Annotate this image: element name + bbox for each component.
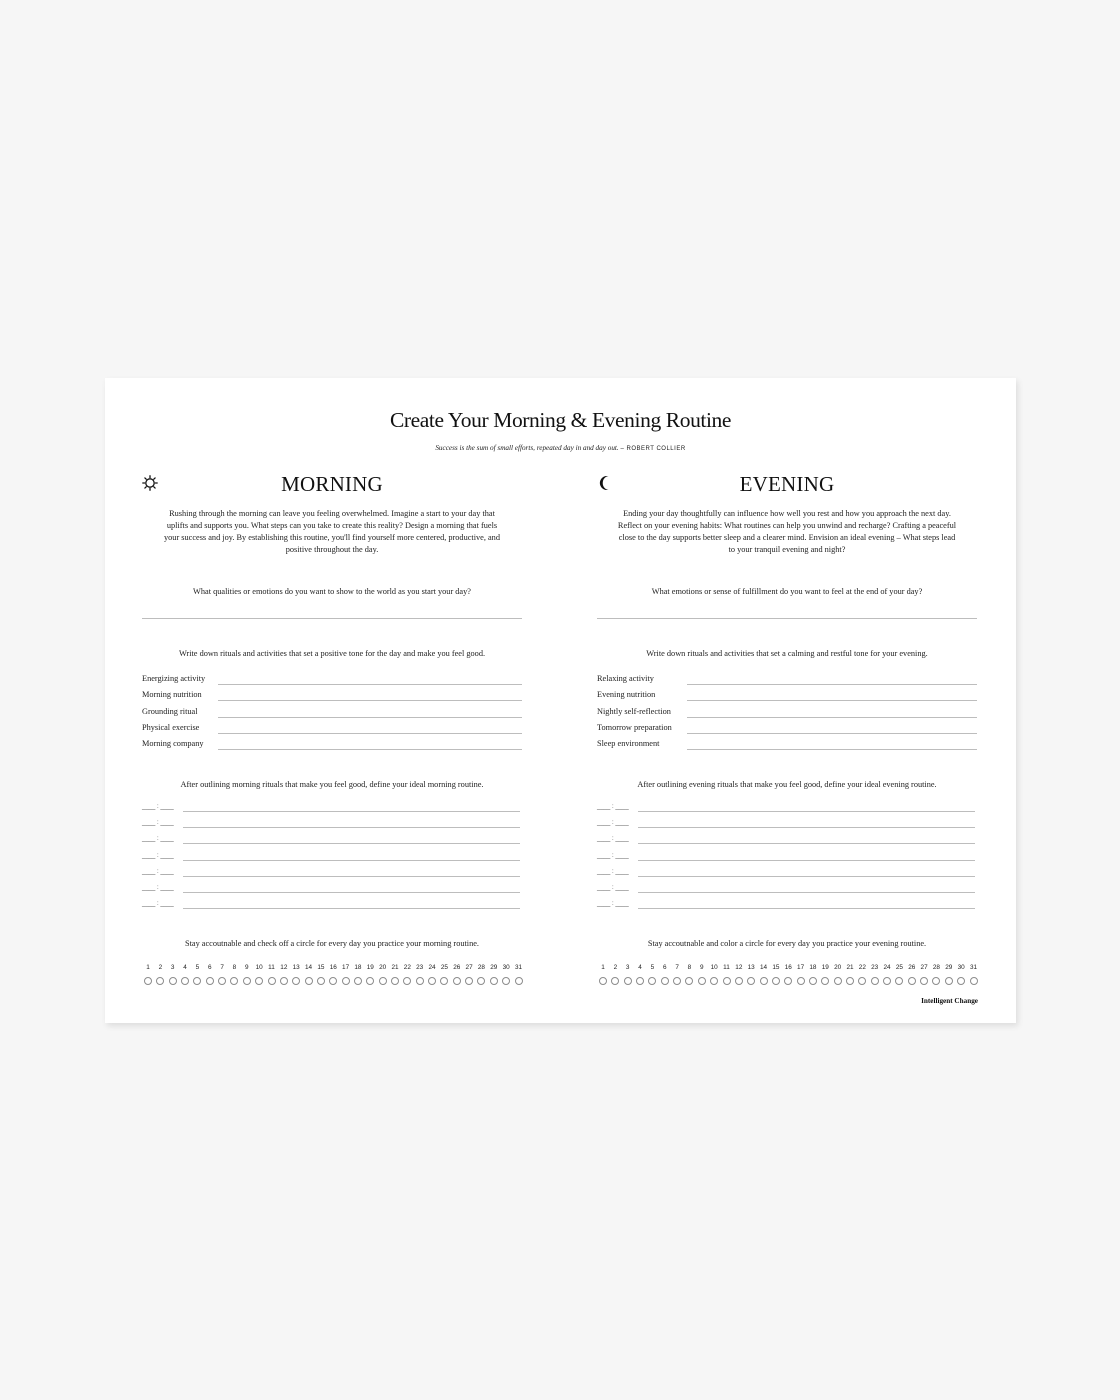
day-item xyxy=(191,964,203,985)
routine-row xyxy=(597,820,977,830)
day-number: 24 xyxy=(428,964,436,971)
day-checkbox-circle[interactable] xyxy=(747,977,755,985)
day-item xyxy=(881,964,893,985)
day-number: 1 xyxy=(146,964,150,971)
day-checkbox-circle[interactable] xyxy=(908,977,916,985)
day-item xyxy=(795,964,807,985)
ritual-answer-line[interactable] xyxy=(687,717,977,718)
time-slot-field[interactable]: ____ : ____ xyxy=(597,885,629,891)
day-checkbox-circle[interactable] xyxy=(834,977,842,985)
time-slot-field[interactable]: ____ : ____ xyxy=(142,868,174,875)
ritual-label: Morning company xyxy=(142,739,204,749)
day-number: 5 xyxy=(650,964,655,971)
day-checkbox-circle[interactable] xyxy=(515,977,523,985)
day-item xyxy=(597,964,609,985)
day-item xyxy=(683,964,695,985)
day-item xyxy=(340,964,352,985)
day-item xyxy=(364,964,376,985)
day-number: 16 xyxy=(329,964,337,971)
day-checkbox-circle[interactable] xyxy=(698,977,706,985)
day-item xyxy=(303,964,315,985)
day-checkbox-circle[interactable] xyxy=(858,977,866,985)
routine-row xyxy=(597,901,977,911)
routine-answer-line[interactable] xyxy=(638,843,975,844)
day-checkbox-circle[interactable] xyxy=(329,977,337,985)
ritual-answer-line[interactable] xyxy=(218,749,522,750)
routine-answer-line[interactable] xyxy=(638,908,975,909)
day-item xyxy=(228,964,240,985)
day-item xyxy=(179,964,191,985)
day-number: 4 xyxy=(183,964,187,971)
day-item xyxy=(918,964,930,985)
day-checkbox-circle[interactable] xyxy=(453,977,461,985)
day-number: 22 xyxy=(403,964,411,971)
routine-answer-line[interactable] xyxy=(638,827,975,828)
day-checkbox-circle[interactable] xyxy=(230,977,238,985)
day-item xyxy=(770,964,782,985)
day-number: 1 xyxy=(601,964,605,971)
day-item xyxy=(844,964,856,985)
ritual-row xyxy=(597,707,977,719)
day-item xyxy=(646,964,658,985)
day-number: 8 xyxy=(232,964,237,971)
day-item xyxy=(906,964,918,985)
day-item xyxy=(869,964,881,985)
day-number: 6 xyxy=(662,964,667,971)
day-number: 31 xyxy=(514,964,523,971)
day-checkbox-circle[interactable] xyxy=(391,977,399,985)
day-checkbox-circle[interactable] xyxy=(920,977,928,985)
day-item xyxy=(401,964,413,985)
evening-tracker-instruction: Stay accoutnable and color a circle for every day you practice your evening routine. xyxy=(647,939,927,948)
ritual-row xyxy=(142,739,522,751)
day-number: 11 xyxy=(723,964,730,971)
day-number: 3 xyxy=(625,964,630,971)
day-item xyxy=(500,964,512,985)
day-number: 28 xyxy=(477,964,485,971)
day-number: 19 xyxy=(366,964,374,971)
day-number: 25 xyxy=(440,964,448,971)
brand-logo: Intelligent Change xyxy=(921,997,978,1005)
day-checkbox-circle[interactable] xyxy=(735,977,743,985)
day-item xyxy=(807,964,819,985)
day-number: 10 xyxy=(710,964,718,971)
day-number: 28 xyxy=(932,964,940,971)
day-number: 30 xyxy=(502,964,510,971)
day-checkbox-circle[interactable] xyxy=(871,977,879,985)
day-checkbox-circle[interactable] xyxy=(477,977,485,985)
day-item xyxy=(377,964,389,985)
day-item xyxy=(708,964,720,985)
day-checkbox-circle[interactable] xyxy=(379,977,387,985)
day-number: 19 xyxy=(821,964,829,971)
day-item xyxy=(968,964,980,985)
evening-question-rituals: Write down rituals and activities that set a calming and restful tone for your evening. xyxy=(646,649,928,658)
day-number: 27 xyxy=(465,964,473,971)
day-checkbox-circle[interactable] xyxy=(280,977,288,985)
day-item xyxy=(758,964,770,985)
day-number: 12 xyxy=(280,964,288,971)
day-checkbox-circle[interactable] xyxy=(465,977,473,985)
time-slot-field[interactable]: ____ : ____ xyxy=(597,852,629,859)
evening-intro: Ending your day thoughtfully can influence how well you rest and how you approach the next day. Reflect on your evening habits: What routines can help you unwind and recharge? Crafting a peaceful close to the day supports better sleep and a clearer mind. Envision an ideal evening – What steps lead to your tranquil evening and night? xyxy=(617,509,957,554)
day-item xyxy=(696,964,708,985)
day-checkbox-circle[interactable] xyxy=(169,977,177,985)
time-slot-field[interactable]: ____ : ____ xyxy=(597,868,629,875)
day-number: 5 xyxy=(195,964,200,971)
morning-section xyxy=(142,378,522,1023)
day-checkbox-circle[interactable] xyxy=(599,977,607,985)
day-number: 27 xyxy=(920,964,928,971)
day-item xyxy=(819,964,831,985)
ritual-answer-line[interactable] xyxy=(218,684,522,685)
time-slot-field[interactable]: ____ : ____ xyxy=(597,820,629,827)
page-title: Create Your Morning & Evening Routine xyxy=(389,408,732,432)
quote-text: Success is the sum of small efforts, repeated day in and day out. xyxy=(435,444,619,452)
day-item xyxy=(622,964,634,985)
routine-row xyxy=(142,901,522,911)
ritual-label: Energizing activity xyxy=(142,674,206,683)
routine-answer-line[interactable] xyxy=(638,860,975,861)
ritual-row xyxy=(142,674,522,686)
day-checkbox-circle[interactable] xyxy=(440,977,448,985)
day-number: 11 xyxy=(268,964,275,971)
routine-row xyxy=(142,853,522,863)
morning-intro: Rushing through the morning can leave you feeling overwhelmed. Imagine a start to your day that uplifts and supports you. What steps can you take to create this reality? Design a morning that fuels your success and joy. By establishing this routine, you'll find yourself more centered, productive, and positive throughout the day. xyxy=(164,509,500,554)
day-checkbox-circle[interactable] xyxy=(957,977,965,985)
ritual-row xyxy=(142,707,522,719)
day-item xyxy=(414,964,426,985)
worksheet-page xyxy=(105,378,1016,1023)
time-slot-field[interactable]: ____ : ____ xyxy=(597,836,629,843)
day-number: 26 xyxy=(453,964,461,971)
routine-row xyxy=(597,853,977,863)
day-checkbox-circle[interactable] xyxy=(502,977,510,985)
ritual-answer-line[interactable] xyxy=(218,700,522,701)
ritual-row xyxy=(597,739,977,751)
day-number: 13 xyxy=(747,964,755,971)
morning-question-emotions: What qualities or emotions do you want to show to the world as you start your day? xyxy=(193,587,471,596)
ritual-label: Relaxing activity xyxy=(597,674,654,683)
day-item xyxy=(315,964,327,985)
evening-heading: EVENING xyxy=(739,472,835,496)
day-number: 25 xyxy=(895,964,903,971)
time-slot-field[interactable]: ____ : ____ xyxy=(142,836,174,843)
routine-row xyxy=(142,820,522,830)
day-item xyxy=(389,964,401,985)
day-item xyxy=(733,964,745,985)
day-checkbox-circle[interactable] xyxy=(846,977,854,985)
day-item xyxy=(253,964,265,985)
time-slot-field[interactable]: ____ : ____ xyxy=(597,804,629,810)
day-item xyxy=(782,964,794,985)
day-number: 15 xyxy=(317,964,325,971)
day-checkbox-circle[interactable] xyxy=(797,977,805,985)
day-number: 9 xyxy=(700,964,704,971)
day-checkbox-circle[interactable] xyxy=(945,977,953,985)
routine-row xyxy=(142,804,522,814)
ritual-answer-line[interactable] xyxy=(687,749,977,750)
day-checkbox-circle[interactable] xyxy=(624,977,632,985)
day-checkbox-circle[interactable] xyxy=(611,977,619,985)
day-checkbox-circle[interactable] xyxy=(366,977,374,985)
quote-author: – ROBERT COLLIER xyxy=(620,446,686,452)
day-item xyxy=(142,964,154,985)
day-checkbox-circle[interactable] xyxy=(932,977,940,985)
day-checkbox-circle[interactable] xyxy=(648,977,656,985)
day-item xyxy=(943,964,955,985)
day-number: 9 xyxy=(245,964,249,971)
day-number: 3 xyxy=(170,964,175,971)
day-number: 30 xyxy=(957,964,965,971)
day-number: 17 xyxy=(342,964,350,971)
day-number: 15 xyxy=(772,964,780,971)
day-checkbox-circle[interactable] xyxy=(673,977,681,985)
day-checkbox-circle[interactable] xyxy=(193,977,201,985)
ritual-label: Grounding ritual xyxy=(142,706,198,716)
day-checkbox-circle[interactable] xyxy=(821,977,829,985)
day-item xyxy=(721,964,733,985)
routine-answer-line[interactable] xyxy=(183,843,520,844)
day-checkbox-circle[interactable] xyxy=(809,977,817,985)
day-item xyxy=(609,964,621,985)
ritual-row xyxy=(597,674,977,686)
day-item xyxy=(671,964,683,985)
day-item xyxy=(327,964,339,985)
evening-day-tracker xyxy=(597,964,977,988)
morning-question-rituals: Write down rituals and activities that set a positive tone for the day and make you feel good. xyxy=(178,649,486,658)
routine-row xyxy=(597,885,977,895)
day-checkbox-circle[interactable] xyxy=(317,977,325,985)
day-number: 23 xyxy=(871,964,879,971)
routine-answer-line[interactable] xyxy=(183,892,520,893)
day-item xyxy=(438,964,450,985)
day-checkbox-circle[interactable] xyxy=(255,977,263,985)
day-number: 21 xyxy=(846,964,854,971)
day-checkbox-circle[interactable] xyxy=(710,977,718,985)
routine-row xyxy=(142,869,522,879)
evening-question-fulfillment: What emotions or sense of fulfillment do you want to feel at the end of your day? xyxy=(651,587,923,596)
day-checkbox-circle[interactable] xyxy=(883,977,891,985)
day-number: 20 xyxy=(379,964,387,971)
day-number: 2 xyxy=(613,964,618,971)
day-number: 14 xyxy=(759,964,768,971)
day-number: 18 xyxy=(809,964,817,971)
day-number: 29 xyxy=(945,964,953,971)
day-item xyxy=(475,964,487,985)
time-slot-field[interactable]: ____ : ____ xyxy=(597,901,629,908)
day-checkbox-circle[interactable] xyxy=(490,977,498,985)
routine-row xyxy=(142,885,522,895)
evening-question-routine: After outlining evening rituals that make you feel good, define your ideal evening routine. xyxy=(637,780,937,789)
ritual-label: Nightly self-reflection xyxy=(597,706,671,716)
morning-day-tracker xyxy=(142,964,522,988)
routine-row xyxy=(597,869,977,879)
day-checkbox-circle[interactable] xyxy=(342,977,350,985)
day-item xyxy=(154,964,166,985)
day-checkbox-circle[interactable] xyxy=(636,977,644,985)
day-checkbox-circle[interactable] xyxy=(243,977,251,985)
day-item xyxy=(278,964,290,985)
day-number: 26 xyxy=(908,964,916,971)
day-checkbox-circle[interactable] xyxy=(218,977,226,985)
day-number: 12 xyxy=(735,964,743,971)
morning-tracker-instruction: Stay accoutnable and check off a circle for every day you practice your morning routine. xyxy=(184,939,480,948)
day-checkbox-circle[interactable] xyxy=(661,977,669,985)
day-item xyxy=(856,964,868,985)
day-number: 31 xyxy=(969,964,978,971)
routine-answer-line[interactable] xyxy=(183,876,520,877)
day-number: 14 xyxy=(304,964,313,971)
day-number: 29 xyxy=(490,964,498,971)
day-item xyxy=(167,964,179,985)
day-item xyxy=(216,964,228,985)
morning-emotions-answer-line[interactable] xyxy=(142,618,522,619)
day-number: 13 xyxy=(292,964,300,971)
ritual-answer-line[interactable] xyxy=(687,684,977,685)
day-item xyxy=(513,964,525,985)
day-checkbox-circle[interactable] xyxy=(156,977,164,985)
day-item xyxy=(634,964,646,985)
day-checkbox-circle[interactable] xyxy=(772,977,780,985)
ritual-label: Morning nutrition xyxy=(142,690,202,700)
day-item xyxy=(463,964,475,985)
routine-answer-line[interactable] xyxy=(638,892,975,893)
day-number: 7 xyxy=(220,964,224,971)
routine-row xyxy=(597,836,977,846)
day-number: 23 xyxy=(416,964,424,971)
day-item xyxy=(266,964,278,985)
ritual-row xyxy=(142,723,522,735)
day-checkbox-circle[interactable] xyxy=(760,977,768,985)
ritual-answer-line[interactable] xyxy=(218,717,522,718)
day-number: 2 xyxy=(158,964,163,971)
day-number: 4 xyxy=(638,964,642,971)
day-checkbox-circle[interactable] xyxy=(206,977,214,985)
ritual-label: Tomorrow preparation xyxy=(597,722,672,732)
day-item xyxy=(241,964,253,985)
day-item xyxy=(955,964,967,985)
day-checkbox-circle[interactable] xyxy=(292,977,300,985)
time-slot-field[interactable]: ____ : ____ xyxy=(142,804,174,810)
day-item xyxy=(204,964,216,985)
time-slot-field[interactable]: ____ : ____ xyxy=(142,885,174,891)
day-number: 16 xyxy=(784,964,792,971)
day-checkbox-circle[interactable] xyxy=(895,977,903,985)
ritual-answer-line[interactable] xyxy=(687,700,977,701)
day-number: 18 xyxy=(354,964,362,971)
ritual-row xyxy=(597,723,977,735)
ritual-label: Evening nutrition xyxy=(597,690,656,700)
time-slot-field[interactable]: ____ : ____ xyxy=(142,852,174,859)
ritual-answer-line[interactable] xyxy=(218,733,522,734)
day-number: 22 xyxy=(858,964,866,971)
day-item xyxy=(426,964,438,985)
ritual-label: Physical exercise xyxy=(142,722,200,732)
day-checkbox-circle[interactable] xyxy=(416,977,424,985)
ritual-label: Sleep environment xyxy=(597,739,660,749)
ritual-answer-line[interactable] xyxy=(687,733,977,734)
day-item xyxy=(488,964,500,985)
day-item xyxy=(659,964,671,985)
day-number: 7 xyxy=(675,964,679,971)
day-number: 24 xyxy=(883,964,891,971)
day-checkbox-circle[interactable] xyxy=(354,977,362,985)
day-checkbox-circle[interactable] xyxy=(181,977,189,985)
day-checkbox-circle[interactable] xyxy=(144,977,152,985)
morning-heading: MORNING xyxy=(281,472,383,496)
day-number: 21 xyxy=(391,964,399,971)
day-checkbox-circle[interactable] xyxy=(784,977,792,985)
time-slot-field[interactable]: ____ : ____ xyxy=(142,901,174,908)
day-checkbox-circle[interactable] xyxy=(723,977,731,985)
day-checkbox-circle[interactable] xyxy=(970,977,978,985)
day-number: 20 xyxy=(834,964,842,971)
routine-row xyxy=(597,804,977,814)
ritual-row xyxy=(142,690,522,702)
evening-section xyxy=(597,378,977,1023)
day-item xyxy=(832,964,844,985)
ritual-row xyxy=(597,690,977,702)
routine-answer-line[interactable] xyxy=(183,860,520,861)
day-item xyxy=(745,964,757,985)
day-checkbox-circle[interactable] xyxy=(685,977,693,985)
routine-row xyxy=(142,836,522,846)
day-item xyxy=(290,964,302,985)
day-checkbox-circle[interactable] xyxy=(428,977,436,985)
time-slot-field[interactable]: ____ : ____ xyxy=(142,820,174,827)
morning-question-routine: After outlining morning rituals that make you feel good, define your ideal morning routine. xyxy=(180,780,484,789)
routine-answer-line[interactable] xyxy=(183,811,520,812)
routine-answer-line[interactable] xyxy=(183,827,520,828)
day-item xyxy=(352,964,364,985)
routine-answer-line[interactable] xyxy=(638,811,975,812)
routine-answer-line[interactable] xyxy=(638,876,975,877)
routine-answer-line[interactable] xyxy=(183,908,520,909)
day-item xyxy=(930,964,942,985)
day-checkbox-circle[interactable] xyxy=(305,977,313,985)
day-checkbox-circle[interactable] xyxy=(403,977,411,985)
day-checkbox-circle[interactable] xyxy=(268,977,276,985)
evening-fulfillment-answer-line[interactable] xyxy=(597,618,977,619)
day-item xyxy=(451,964,463,985)
day-number: 17 xyxy=(797,964,805,971)
day-number: 8 xyxy=(687,964,692,971)
day-number: 6 xyxy=(207,964,212,971)
day-number: 10 xyxy=(255,964,263,971)
day-item xyxy=(893,964,905,985)
